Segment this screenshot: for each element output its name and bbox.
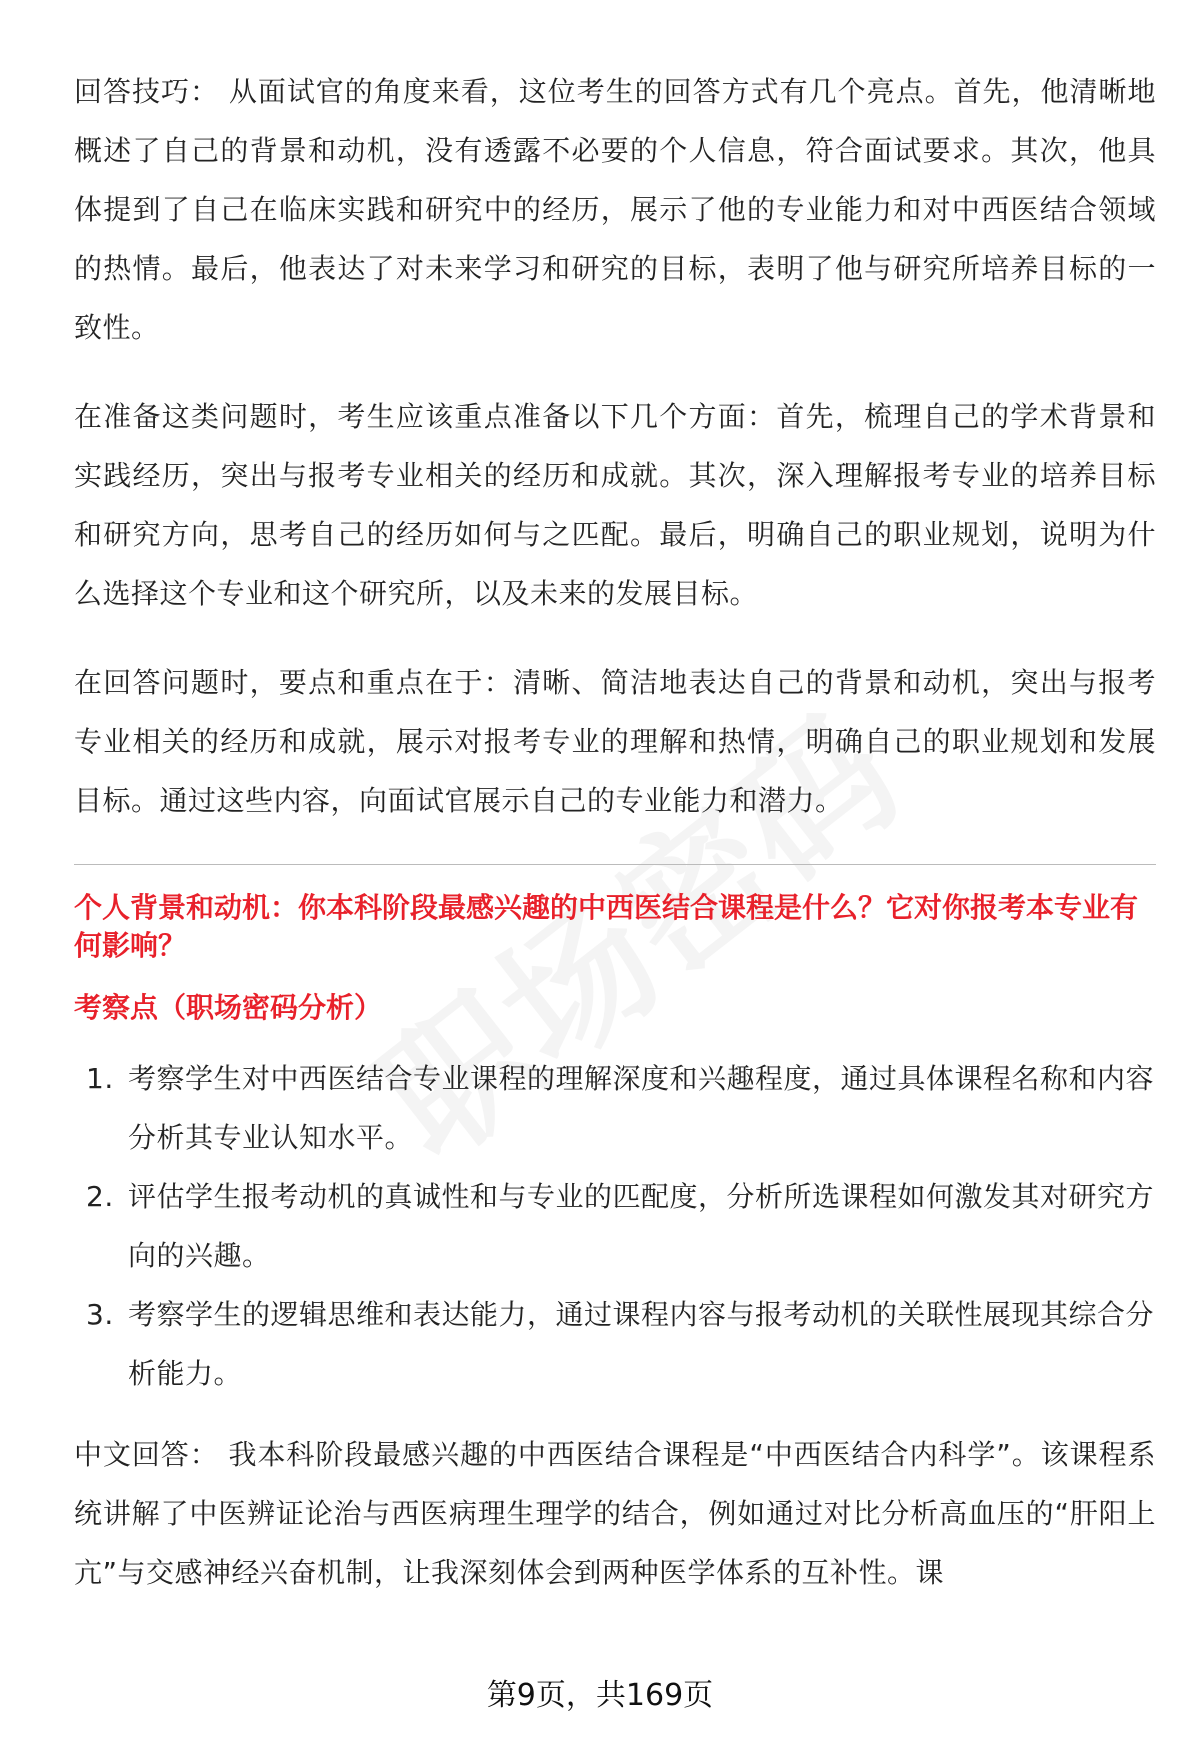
list-item-text: 评估学生报考动机的真诚性和与专业的匹配度，分析所选课程如何激发其对研究方向的兴趣。 <box>128 1180 1155 1272</box>
page-footer: 第9页，共169页 <box>486 1678 714 1713</box>
list-item-text: 考察学生对中西医结合专业课程的理解深度和兴趣程度，通过具体课程名称和内容分析其专业认知水平。 <box>128 1062 1155 1154</box>
list-item-number: 1. <box>86 1062 114 1095</box>
answer-paragraph: 中文回答： 我本科阶段最感兴趣的中西医结合课程是“中西医结合内科学”。该课程系统讲解了中医辨证论治与西医病理生理学的结合，例如通过对比分析高血压的“肝阳上亢”与交感神经兴奋机制，让我深刻体会到两种医学体系的互补性。课 <box>74 1438 1156 1589</box>
analysis-list <box>74 1049 1156 1403</box>
key-points-paragraph: 在回答问题时，要点和重点在于：清晰、简洁地表达自己的背景和动机，突出与报考专业相关的经历和成就，展示对报考专业的理解和热情，明确自己的职业规划和发展目标。通过这些内容，向面试官展示自己的专业能力和潜力。 <box>74 666 1156 817</box>
list-item <box>74 1049 1156 1167</box>
list-item-number: 2. <box>86 1180 114 1213</box>
question-heading: 个人背景和动机：你本科阶段最感兴趣的中西医结合课程是什么？它对你报考本专业有何影响？ <box>74 891 1139 962</box>
analysis-heading: 考察点（职场密码分析） <box>74 991 383 1024</box>
tips-paragraph: 回答技巧： 从面试官的角度来看，这位考生的回答方式有几个亮点。首先，他清晰地概述了自己的背景和动机，没有透露不必要的个人信息，符合面试要求。其次，他具体提到了自己在临床实践和研究中的经历，展示了他的专业能力和对中西医结合领域的热情。最后，他表达了对未来学习和研究的目标，表明了他与研究所培养目标的一致性。 <box>74 75 1156 344</box>
list-item-number: 3. <box>86 1298 114 1331</box>
list-item-text: 考察学生的逻辑思维和表达能力，通过课程内容与报考动机的关联性展现其综合分析能力。 <box>128 1298 1155 1390</box>
list-item <box>74 1167 1156 1285</box>
preparation-paragraph: 在准备这类问题时，考生应该重点准备以下几个方面：首先，梳理自己的学术背景和实践经历，突出与报考专业相关的经历和成就。其次，深入理解报考专业的培养目标和研究方向，思考自己的经历如何与之匹配。最后，明确自己的职业规划，说明为什么选择这个专业和这个研究所，以及未来的发展目标。 <box>74 400 1156 610</box>
document-page <box>74 62 1156 1602</box>
list-item <box>74 1285 1156 1403</box>
section-divider <box>74 864 1156 865</box>
